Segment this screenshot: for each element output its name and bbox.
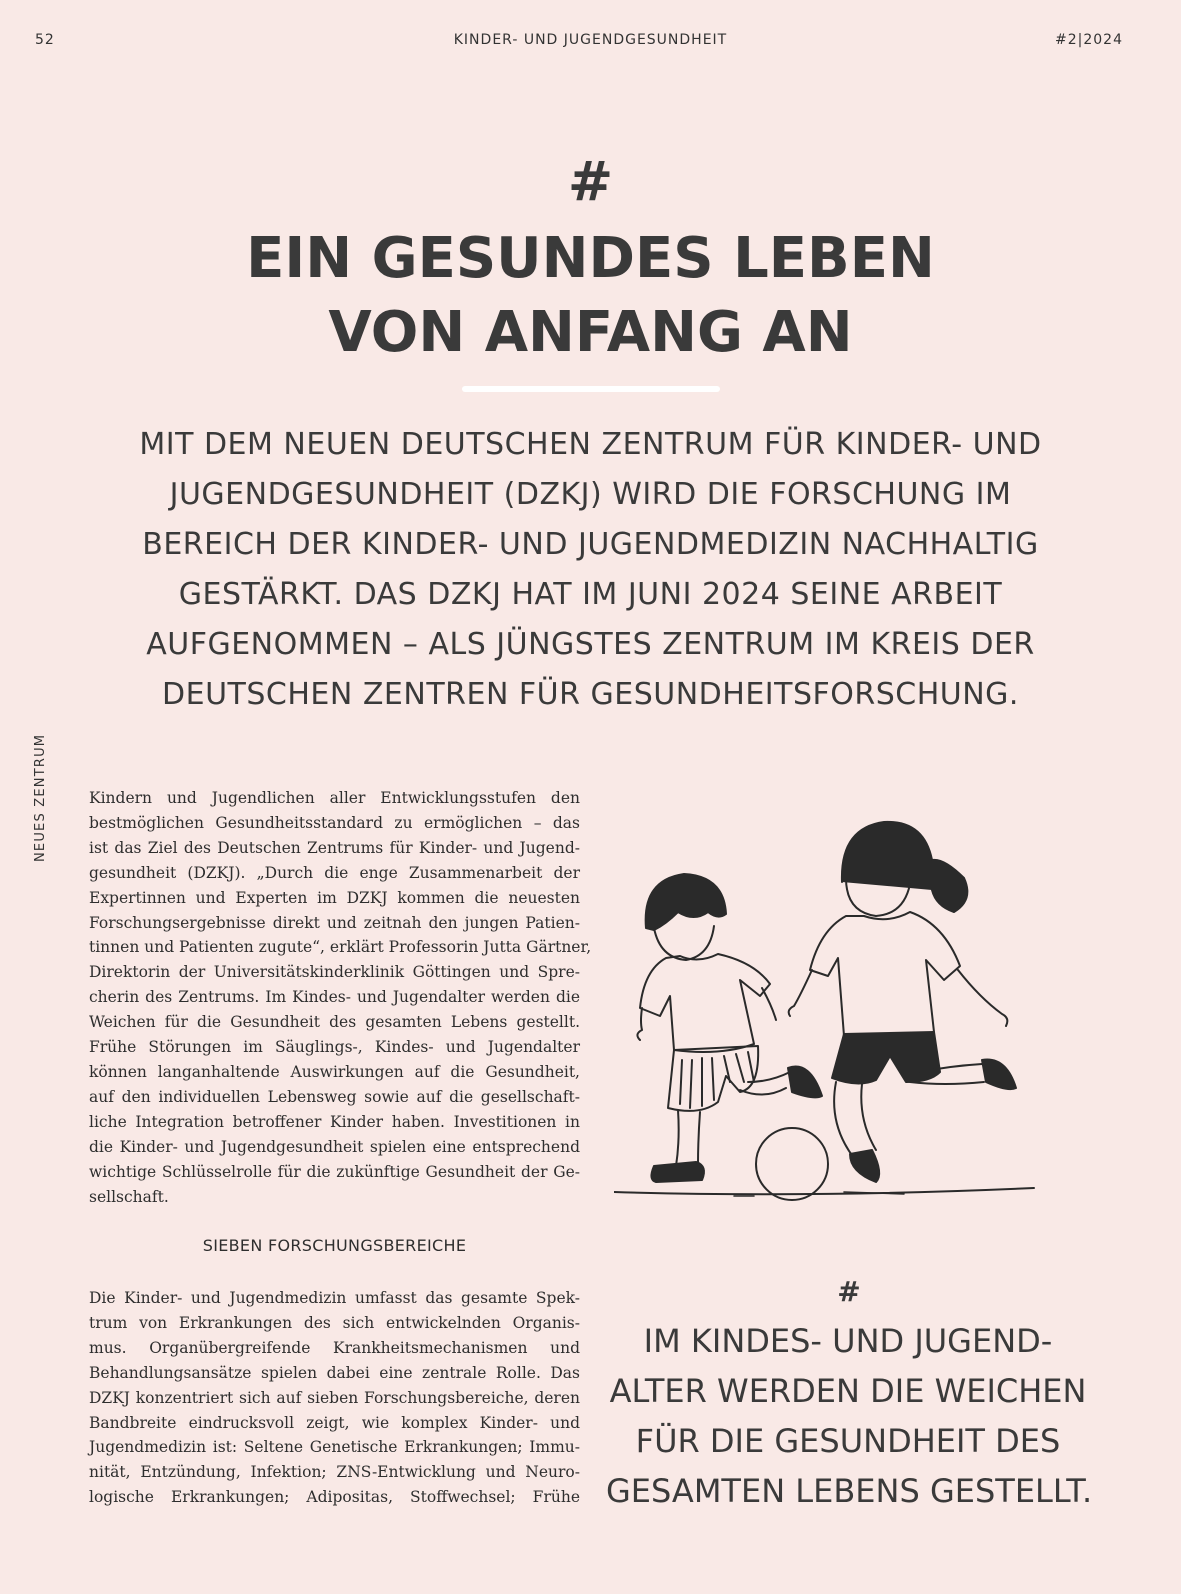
body-line: wichtige Schlüsselrolle für die zukünftige Gesundheit der Ge- [89,1162,580,1181]
body-line: cherin des Zentrums. Im Kindes- und Jugendalter werden die [89,988,580,1007]
body-line: tinnen und Patienten zugute“, erklärt Professorin Jutta Gärtner, [89,938,592,957]
body-line: können langanhaltende Auswirkungen auf die Gesundheit, [89,1062,580,1081]
body-line: auf den individuellen Lebensweg sowie auf die gesellschaft- [89,1087,580,1106]
body-line: Die Kinder- und Jugendmedizin umfasst das gesamte Spek- [89,1289,580,1307]
title-line: EIN GESUNDES LEBEN [246,226,935,291]
body-line: gesundheit (DZKJ). „Durch die enge Zusammenarbeit der [89,863,580,882]
quote-line: ALTER WERDEN DIE WEICHEN [609,1372,1087,1410]
lead-paragraph [80,420,1101,720]
page-title [0,222,1181,370]
lead-line: AUFGENOMMEN – ALS JÜNGSTES ZENTRUM IM KREIS DER [146,627,1035,662]
body-line: Behandlungsansätze spielen dabei eine zentrale Rolle. Das [89,1363,580,1382]
title-line: VON ANFANG AN [328,300,853,365]
pull-quote [606,1316,1093,1516]
quote-hash: # [837,1275,861,1308]
body-line: Expertinnen und Experten im DZKJ kommen die neuesten [89,888,580,907]
body-line: Direktorin der Universitätskinderklinik Göttingen und Spre- [89,963,580,982]
lead-line: BEREICH DER KINDER- UND JUGENDMEDIZIN NACHHALTIG [142,527,1039,562]
body-line: mus. Organübergreifende Krankheitsmechanismen und [89,1338,580,1357]
body-line: ist das Ziel des Deutschen Zentrums für Kinder- und Jugend- [89,838,580,857]
quote-line: GESAMTEN LEBENS GESTELLT. [606,1472,1093,1510]
body-line: Kindern und Jugendlichen aller Entwicklungsstufen den [89,789,580,807]
body-line: sellschaft. [89,1187,169,1206]
title-divider [462,386,720,392]
title-hash: # [567,150,614,213]
lead-line: MIT DEM NEUEN DEUTSCHEN ZENTRUM FÜR KINDER- UND [139,427,1042,462]
body-line: Forschungsergebnisse direkt und zeitnah den jungen Patien- [89,913,580,932]
side-label: NEUES ZENTRUM [33,733,48,862]
section-title: KINDER- UND JUGENDGESUNDHEIT [453,32,728,48]
issue-number: #2|2024 [1055,32,1123,48]
body-line: Bandbreite eindrucksvoll zeigt, wie komplex Kinder- und [89,1413,580,1432]
lead-line: DEUTSCHEN ZENTREN FÜR GESUNDHEITSFORSCHUNG. [162,677,1019,712]
body-line: DZKJ konzentriert sich auf sieben Forschungsbereiche, deren [89,1388,580,1407]
page-number: 52 [35,32,55,48]
body-line: Jugendmedizin ist: Seltene Genetische Erkrankungen; Immu- [89,1438,580,1457]
subheading: SIEBEN FORSCHUNGSBEREICHE [202,1236,467,1255]
body-line: bestmöglichen Gesundheitsstandard zu ermöglichen – das [89,813,580,832]
lead-line: GESTÄRKT. DAS DZKJ HAT IM JUNI 2024 SEINE ARBEIT [178,577,1003,612]
children-playing-football-illustration [614,820,1054,1230]
body-paragraph-1 [89,786,592,1209]
body-line: logische Erkrankungen; Adipositas, Stoffwechsel; Frühe [89,1488,580,1507]
body-line: nität, Entzündung, Infektion; ZNS-Entwicklung und Neuro- [89,1463,580,1482]
body-line: trum von Erkrankungen des sich entwickelnden Organis- [89,1313,580,1332]
quote-line: IM KINDES- UND JUGEND- [643,1322,1053,1360]
body-line: Weichen für die Gesundheit des gesamten Lebens gestellt. [89,1013,580,1032]
body-line: Frühe Störungen im Säuglings-, Kindes- und Jugendalter [89,1038,580,1057]
body-line: die Kinder- und Jugendgesundheit spielen eine entsprechend [89,1137,580,1156]
quote-line: FÜR DIE GESUNDHEIT DES [635,1422,1061,1460]
body-paragraph-2 [89,1286,580,1510]
lead-line: JUGENDGESUNDHEIT (DZKJ) WIRD DIE FORSCHUNG IM [169,477,1012,512]
body-line: liche Integration betroffener Kinder haben. Investitionen in [89,1112,580,1131]
